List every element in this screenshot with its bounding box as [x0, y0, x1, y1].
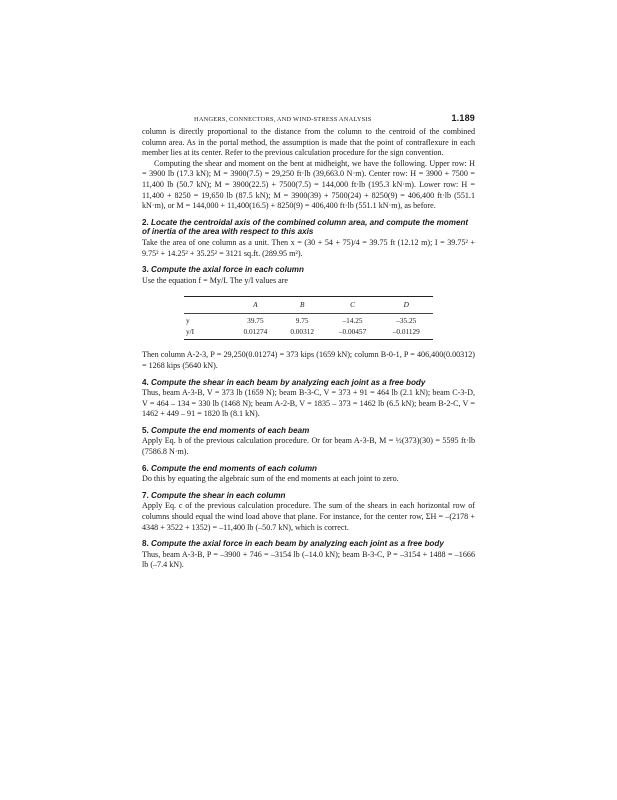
step-body: Apply Eq. b of the previous calculation procedure. Or for beam A-3-B, M = ½(373)(30) = 5595 ft·lb (7586.8 N·m).	[142, 436, 475, 457]
table-cell: 0.00312	[290, 327, 315, 337]
step-heading	[142, 464, 475, 474]
step-title: Compute the end moments of each column	[151, 463, 317, 473]
table-header-cell: A	[232, 297, 279, 314]
step-body: Thus, beam A-3-B, P = –3900 + 746 = –3154 lb (–14.0 kN); beam B-3-C, P = –3154 + 1488 = –1666 lb (–7.4 kN).	[142, 549, 475, 570]
table-cell: y	[186, 316, 190, 326]
table-row	[184, 314, 433, 326]
table-header-cell: D	[380, 297, 433, 314]
table-cell: y/I	[186, 327, 195, 337]
step-body: Use the equation f = My/I. The y/I values are	[142, 275, 289, 285]
step-body: Do this by equating the algebraic sum of the end moments at each joint to zero.	[142, 474, 399, 484]
intro-paragraph: Computing the shear and moment on the bent at midheight, we have the following. Upper row: H = 3900 lb (17.3 kN); M = 3900(7.5) = 29,250 ft·lb (39,663.0 N·m). Center row: H = 3900 + 7500 = 11,400 lb (50.7 kN); M = 3900(22.5) + 7500(7.5) = 144,000 ft·lb (195.3 kN·m). Lower row: H = 11,400 + 8250 = 19,650 lb (87.5 kN); M = 3900(39) + 7500(24) + 8250(9) = 406,400 ft·lb (551.1 kN·m), or M = 144,000 + 11,400(16.5) + 8250(9) = 406,400 ft·lb (551.1 kN·m), as before.	[142, 158, 475, 211]
step-number: 7.	[142, 490, 149, 500]
step-body: Apply Eq. c of the previous calculation procedure. The sum of the shears in each horizontal row of columns should equal the wind load above that plane. For instance, for the center row, ΣH = –(2178 + 4348 + 3522 + 1352) = –11,400 lb (–50.7 kN), which is correct.	[142, 501, 475, 532]
table-header-cell: C	[326, 297, 380, 314]
table-cell: –35.25	[396, 316, 417, 326]
table-cell: –0.00457	[338, 327, 367, 337]
table-cell: 39.75	[247, 316, 264, 326]
step-body: Take the area of one column as a unit. Then x = (30 + 54 + 75)/4 = 39.75 ft (12.12 m); I = 39.75² + 9.75² + 14.25² + 35.25² = 3121 sq.ft. (289.95 m²).	[142, 237, 475, 258]
table-header-cell: B	[279, 297, 326, 314]
document-page	[142, 113, 475, 571]
step-body: Thus, beam A-3-B, V = 373 lb (1659 N); beam B-3-C, V = 373 + 91 = 464 lb (2.1 kN); beam C-3-D, V = 464 – 134 = 330 lb (1468 N); beam A-2-B, V = 1835 – 373 = 1462 lb (6.5 kN); beam B-2-C, V = 1462 + 449 – 91 = 1820 lb (8.1 kN).	[142, 388, 475, 419]
intro-paragraph: column is directly proportional to the distance from the column to the centroid of the combined column area. As in the portal method, the assumption is made that the point of contraflexure in each member lies at its center. Refer to the previous calculation procedure for the sign convention.	[142, 127, 475, 158]
step-title: Compute the shear in each column	[151, 490, 286, 500]
table-cell: 9.75	[295, 316, 309, 326]
step-title: Compute the end moments of each beam	[151, 425, 310, 435]
step-number: 8.	[142, 539, 149, 549]
running-title: HANGERS, CONNECTORS, AND WIND-STRESS ANALYSIS	[194, 116, 372, 123]
step-number: 2.	[142, 217, 149, 227]
step-title: Compute the shear in each beam by analyzing each joint as a free body	[151, 377, 426, 387]
page-number: 1.189	[451, 113, 475, 123]
table-cell: –14.25	[342, 316, 363, 326]
step-number: 4.	[142, 377, 149, 387]
yi-values-table	[184, 296, 433, 340]
step-number: 3.	[142, 265, 149, 275]
step-heading	[142, 426, 475, 436]
step-heading	[142, 378, 475, 388]
step-heading	[142, 218, 475, 237]
after-table-paragraph: Then column A-2-3, P = 29,250(0.01274) = 373 kips (1659 kN); column B-0-1, P = 406,400(0.00312) = 1268 kips (5640 kN).	[142, 350, 475, 370]
step-heading	[142, 491, 475, 501]
step-heading	[142, 539, 475, 549]
step-title: Compute the axial force in each beam by analyzing each joint as a free body	[151, 539, 444, 549]
table-cell: 0.01274	[243, 327, 268, 337]
step-title: Compute the axial force in each column	[151, 265, 304, 275]
step-number: 5.	[142, 425, 149, 435]
table-row	[184, 325, 433, 340]
table-header-cell	[184, 297, 232, 314]
table-cell: –0.01129	[392, 327, 420, 337]
step-title: Locate the centroidal axis of the combined column area, and compute the moment of inertia of the area with respect to this axis	[142, 217, 469, 237]
step-number: 6.	[142, 463, 149, 473]
table-header-row	[184, 297, 433, 314]
step-heading	[142, 265, 475, 275]
running-header	[142, 113, 475, 127]
